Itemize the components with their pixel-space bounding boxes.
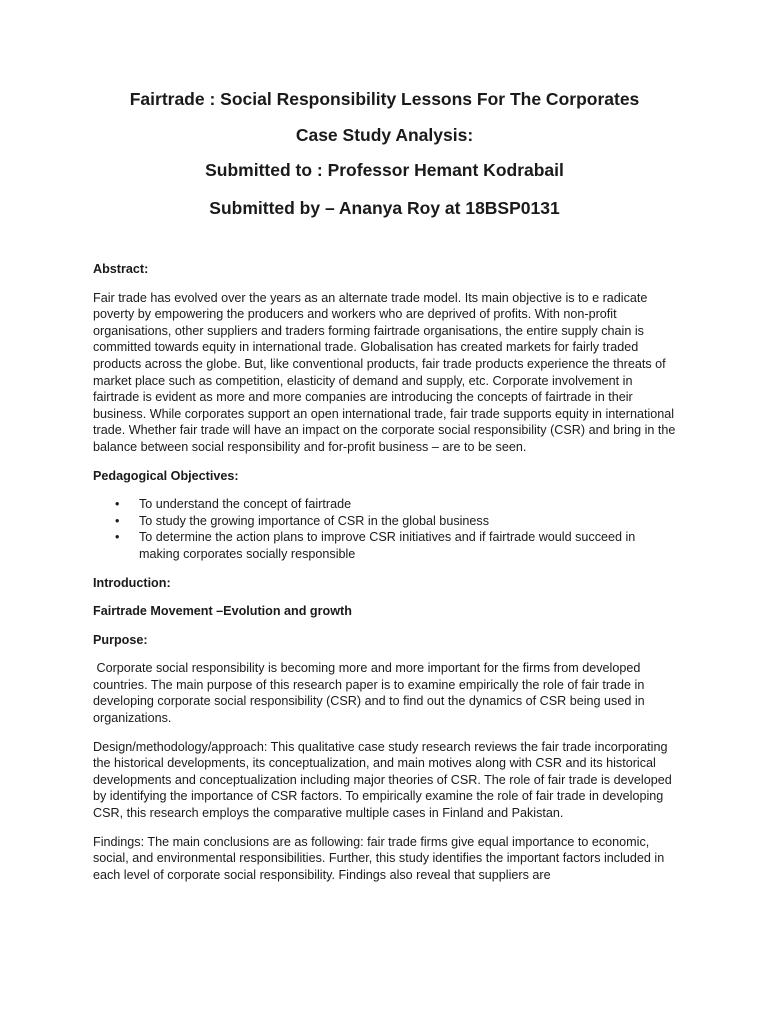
bullet-icon: • — [115, 497, 120, 512]
design-paragraph: Design/methodology/approach: This qualitative case study research reviews the fair trade incorporating the historical developments, its conceptualization, and main motives along with CSR and its historical developments and conceptualization including major theories of CSR. The role of fair trade is developed by identifying the importance of CSR factors. To empirically examine the role of fair trade in developing CSR, this research employs the comparative multiple cases in Finland and Pakistan. — [93, 739, 672, 821]
objective-text: To determine the action plans to improve CSR initiatives and if fairtrade would succeed in making corporates socially responsible — [139, 530, 636, 561]
submitted-by-line: Submitted by – Ananya Roy at 18BSP0131 — [209, 198, 560, 218]
submitted-to-line: Submitted to : Professor Hemant Kodrabail — [205, 160, 564, 180]
bullet-icon: • — [115, 513, 120, 528]
list-item — [93, 513, 676, 530]
findings-paragraph: Findings: The main conclusions are as following: fair trade firms give equal importance to economic, social, and environmental responsibilities. Further, this study identifies the important factors included in each level of corporate social responsibility. Findings also reveal that suppliers are — [93, 834, 665, 882]
abstract-paragraph: Fair trade has evolved over the years as an alternate trade model. Its main objective is to e radicate poverty by empowering the producers and workers who are deprived of profits. With non-profit organisations, other suppliers and traders forming fairtrade organisations, the entire supply chain is committed towards equity in international trade. Globalisation has created markets for fairly traded products across the globe. But, like conventional products, fair trade products experience the threats of market place such as competition, elasticity of demand and supply, etc. Corporate involvement in fairtrade is evident as more and more companies are introducing the concepts of fairtrade in their business. While corporates support an open international trade, fair trade supports equity in international trade. Whether fair trade will have an impact on the corporate social responsibility (CSR) and bring in the balance between social responsibility and for-profit business – are to be seen. — [93, 290, 676, 454]
document-body — [93, 261, 676, 883]
document-title: Fairtrade : Social Responsibility Lessons For The Corporates — [129, 89, 640, 109]
list-item — [93, 496, 676, 513]
case-study-heading: Case Study Analysis: — [295, 125, 474, 145]
objectives-list — [93, 496, 676, 562]
list-item — [93, 529, 676, 562]
purpose-paragraph: Corporate social responsibility is becoming more and more important for the firms from developed countries. The main purpose of this research paper is to examine empirically the role of fair trade in developing corporate social responsibility (CSR) and to find out the dynamics of CSR being used in organizations. — [93, 661, 649, 726]
introduction-heading: Introduction: — [93, 575, 171, 590]
abstract-heading: Abstract: — [93, 262, 149, 276]
fairtrade-movement-subheading: Fairtrade Movement –Evolution and growth — [93, 604, 352, 619]
purpose-heading: Purpose: — [93, 632, 148, 647]
bullet-icon: • — [115, 530, 120, 545]
objective-text: To understand the concept of fairtrade — [139, 497, 352, 512]
objective-text: To study the growing importance of CSR in the global business — [139, 513, 490, 528]
objectives-heading: Pedagogical Objectives: — [93, 468, 239, 483]
